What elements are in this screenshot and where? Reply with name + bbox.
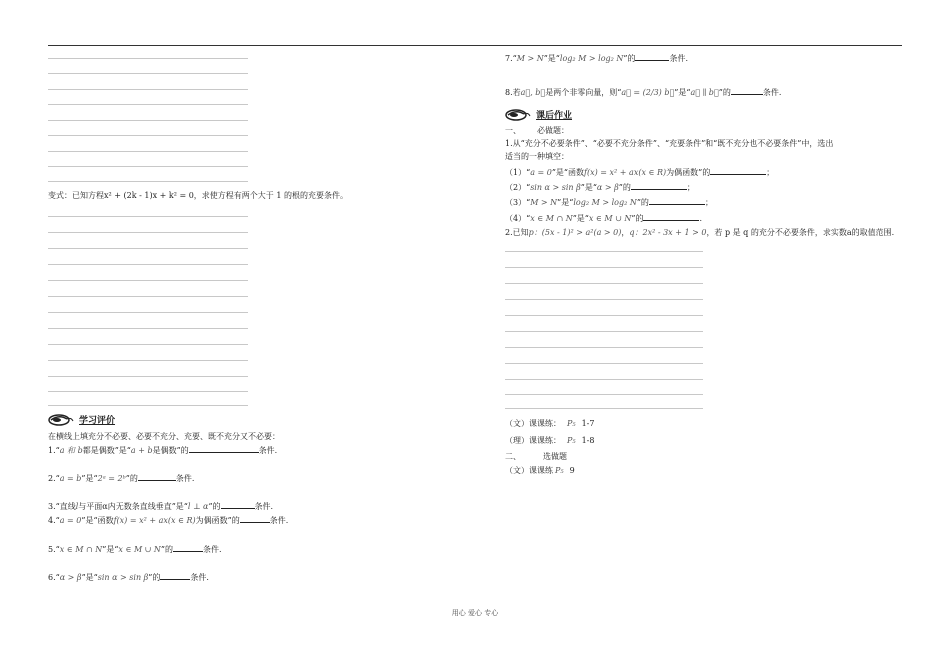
text: “ [526,198,531,207]
text: （文）课课练 [505,466,553,475]
question-number: 8. [505,88,513,97]
answer-line [48,360,248,361]
fill-blank[interactable] [160,571,190,580]
text: “ [55,474,60,483]
fill-blank[interactable] [189,444,259,453]
math-expr: x ∈ M ∩ N [59,545,103,554]
text: ”是“ [543,54,560,63]
answer-line [48,151,248,152]
question-number: 4. [48,516,56,525]
answer-line [48,58,248,59]
part-title: 选做题 [543,452,567,461]
text: ； [704,198,713,207]
answer-line [505,267,703,268]
text: ”是“函数 [551,168,585,177]
instruction-text: 在横线上填充分不必要、必要不充分、充要、既不充分又不必要： [48,432,280,441]
math-expr: α > β [596,183,619,192]
text: 条件. [254,502,274,511]
math-expr: log₂ M > log₂ N [559,54,624,63]
math-expr: sin α > sin β [530,183,581,192]
mouse-logo-icon [48,413,74,426]
fill-blank[interactable] [631,181,687,190]
question-2-problem [505,228,894,238]
answer-line [48,181,248,182]
top-rule [48,45,902,46]
math-expr: f(x) = x² + ax(x ∈ R) [584,168,667,177]
math-expr: M > N [516,54,544,63]
question-2 [48,472,194,484]
math-expr: x ∈ M ∪ N [588,214,632,223]
question-5 [48,543,222,555]
text: “直线 [55,502,76,511]
text: 条件. [669,54,689,63]
math-expr: a⃗ = (2/3) b⃗ [621,88,675,97]
text: ”的 [618,183,631,192]
question-1 [48,444,277,456]
text: （文）课课练： [505,419,561,428]
part-1-heading [505,126,569,136]
variant-problem: 变式：已知方程x² + (2k - 1)x + k² = 0，求使方程有两个大于 1 的根的充要条件。 [48,191,348,200]
text: 与平面α内无数条直线垂直”是“ [78,502,188,511]
text: 9 [569,466,575,475]
math-expr: a + b [130,446,153,455]
text: ”的 [623,54,636,63]
answer-line [48,391,248,392]
text: “ [55,545,60,554]
fill-blank[interactable] [731,86,763,95]
page-ref: P₅ [567,436,576,445]
text: “ [526,183,531,192]
math-expr: log₂ M > log₂ N [573,198,637,207]
answer-line [48,248,248,249]
text: “ [55,516,60,525]
math-expr: a⃗ ∥ b⃗ [690,88,719,97]
math-expr: α > β [59,573,82,582]
answer-line [505,315,703,316]
question-number: 3. [48,502,56,511]
fill-blank[interactable] [710,166,766,175]
subquestion-3 [505,196,713,208]
question-3 [48,500,273,512]
text: 1-7 [581,419,595,428]
subquestion-number: （2） [505,183,527,192]
fill-blank[interactable] [138,472,176,481]
answer-line [48,232,248,233]
subquestion-number: （1） [505,168,527,177]
fill-blank[interactable] [635,52,669,61]
text: ”的 [718,88,731,97]
text: ，若 p 是 q 的充分不必要条件，求实数a的取值范围. [706,228,895,237]
answer-line [48,120,248,121]
text: 条件. [762,88,782,97]
fill-blank[interactable] [643,212,699,221]
question-number: 2. [48,474,56,483]
answer-line [505,251,703,252]
math-expr: a 和 b [59,446,83,455]
text: ”的 [160,545,174,554]
answer-line [48,328,248,329]
math-expr: sin α > sin β [97,573,149,582]
part-2-heading [505,452,567,462]
q1-prompt-line-1: 1.从“充分不必要条件”、“必要不充分条件”、“充要条件”和“既不充分也不必要条件”中，选出 [505,139,834,148]
text: ； [686,183,695,192]
text: 1-8 [581,436,595,445]
text: “ [526,214,531,223]
practice-wen [505,419,594,429]
text: ”的 [636,198,649,207]
text: 是两个非零向量，则“ [545,88,622,97]
text: ”是“ [102,545,119,554]
text: . [699,214,703,223]
answer-line [505,363,703,364]
text: 条件. [269,516,289,525]
math-expr: l [75,502,79,511]
subquestion-number: （3） [505,198,527,207]
answer-line [48,104,248,105]
question-number: 6. [48,573,56,582]
text: ； [766,168,775,177]
answer-line [505,283,703,284]
subquestion-2 [505,181,695,193]
math-expr: l ⊥ α [187,502,209,511]
text: 2.已知 [505,228,529,237]
text: ”的 [148,573,161,582]
text: ”是“ [557,198,574,207]
answer-line [505,408,703,409]
answer-line [48,312,248,313]
part-number: 二、 [505,452,521,461]
question-8 [505,86,781,98]
math-expr: p：(5x - 1)² > a²(a > 0) [528,228,622,237]
text: 若 [512,88,521,97]
text: “ [526,168,531,177]
fill-blank[interactable] [173,543,203,552]
section-header-evaluation [48,413,115,426]
math-expr: a = 0 [59,516,82,525]
question-number: 5. [48,545,56,554]
answer-line [48,405,248,406]
text: “ [512,54,517,63]
text: ”是“ [674,88,691,97]
math-expr: M > N [530,198,558,207]
fill-blank[interactable] [240,514,270,523]
text: ， [621,228,630,237]
section-header-homework [505,108,572,121]
text: ”的 [208,502,221,511]
fill-blank[interactable] [649,196,705,205]
math-expr: q：2x² - 3x + 1 > 0 [629,228,707,237]
text: 是偶数”的 [152,446,189,455]
math-expr: x ∈ M ∩ N [530,214,573,223]
text: 都是偶数”是“ [82,446,131,455]
page-ref: P₅ [555,466,564,475]
answer-line [48,376,248,377]
math-expr: 2ᵃ = 2ᵇ [97,474,126,483]
text: ”是“ [580,183,597,192]
text: 条件. [258,446,278,455]
answer-line [505,347,703,348]
text: 条件. [203,545,222,554]
answer-line [48,166,248,167]
answer-line [48,89,248,90]
practice-li [505,436,594,446]
answer-line [48,216,248,217]
text: ”是“ [81,474,98,483]
question-number: 7. [505,54,513,63]
page-footer: 用心 爱心 专心 [451,609,499,617]
text: ”的 [125,474,138,483]
text: ”是“ [572,214,589,223]
math-expr: a = 0 [530,168,552,177]
part-number: 一、 [505,126,521,135]
section-title: 学习评价 [79,416,116,426]
answer-line [505,379,703,380]
answer-line [48,264,248,265]
text: ”是“ [81,573,98,582]
answer-line [505,394,703,395]
answer-line [48,296,248,297]
mouse-logo-icon [505,108,531,121]
text: 为偶函数”的 [666,168,711,177]
math-expr: a⃗, b⃗ [520,88,546,97]
page-ref: P₅ [567,419,576,428]
question-4 [48,514,288,526]
math-expr: x ∈ M ∪ N [118,545,161,554]
answer-line [48,344,248,345]
text: 为偶函数”的 [195,516,240,525]
answer-line [48,135,248,136]
answer-line [48,73,248,74]
section-title: 课后作业 [536,111,573,121]
practice-optional [505,466,575,476]
answer-line [505,299,703,300]
question-7 [505,52,688,64]
subquestion-1 [505,166,774,178]
question-number: 1. [48,446,56,455]
text: “ [55,446,60,455]
answer-line [505,331,703,332]
question-6 [48,571,209,583]
text: ”是“函数 [81,516,114,525]
text: 条件. [175,474,195,483]
answer-line [48,280,248,281]
text: ”的 [631,214,644,223]
fill-blank[interactable] [221,500,255,509]
q1-prompt-line-2: 适当的一种填空： [505,152,569,161]
subquestion-4 [505,212,702,224]
text: 条件. [190,573,209,582]
text: “ [55,573,60,582]
math-expr: f(x) = x² + ax(x ∈ R) [113,516,196,525]
math-expr: a = b [59,474,82,483]
subquestion-number: （4） [505,214,527,223]
part-title: 必做题： [537,126,569,135]
text: （理）课课练： [505,436,561,445]
